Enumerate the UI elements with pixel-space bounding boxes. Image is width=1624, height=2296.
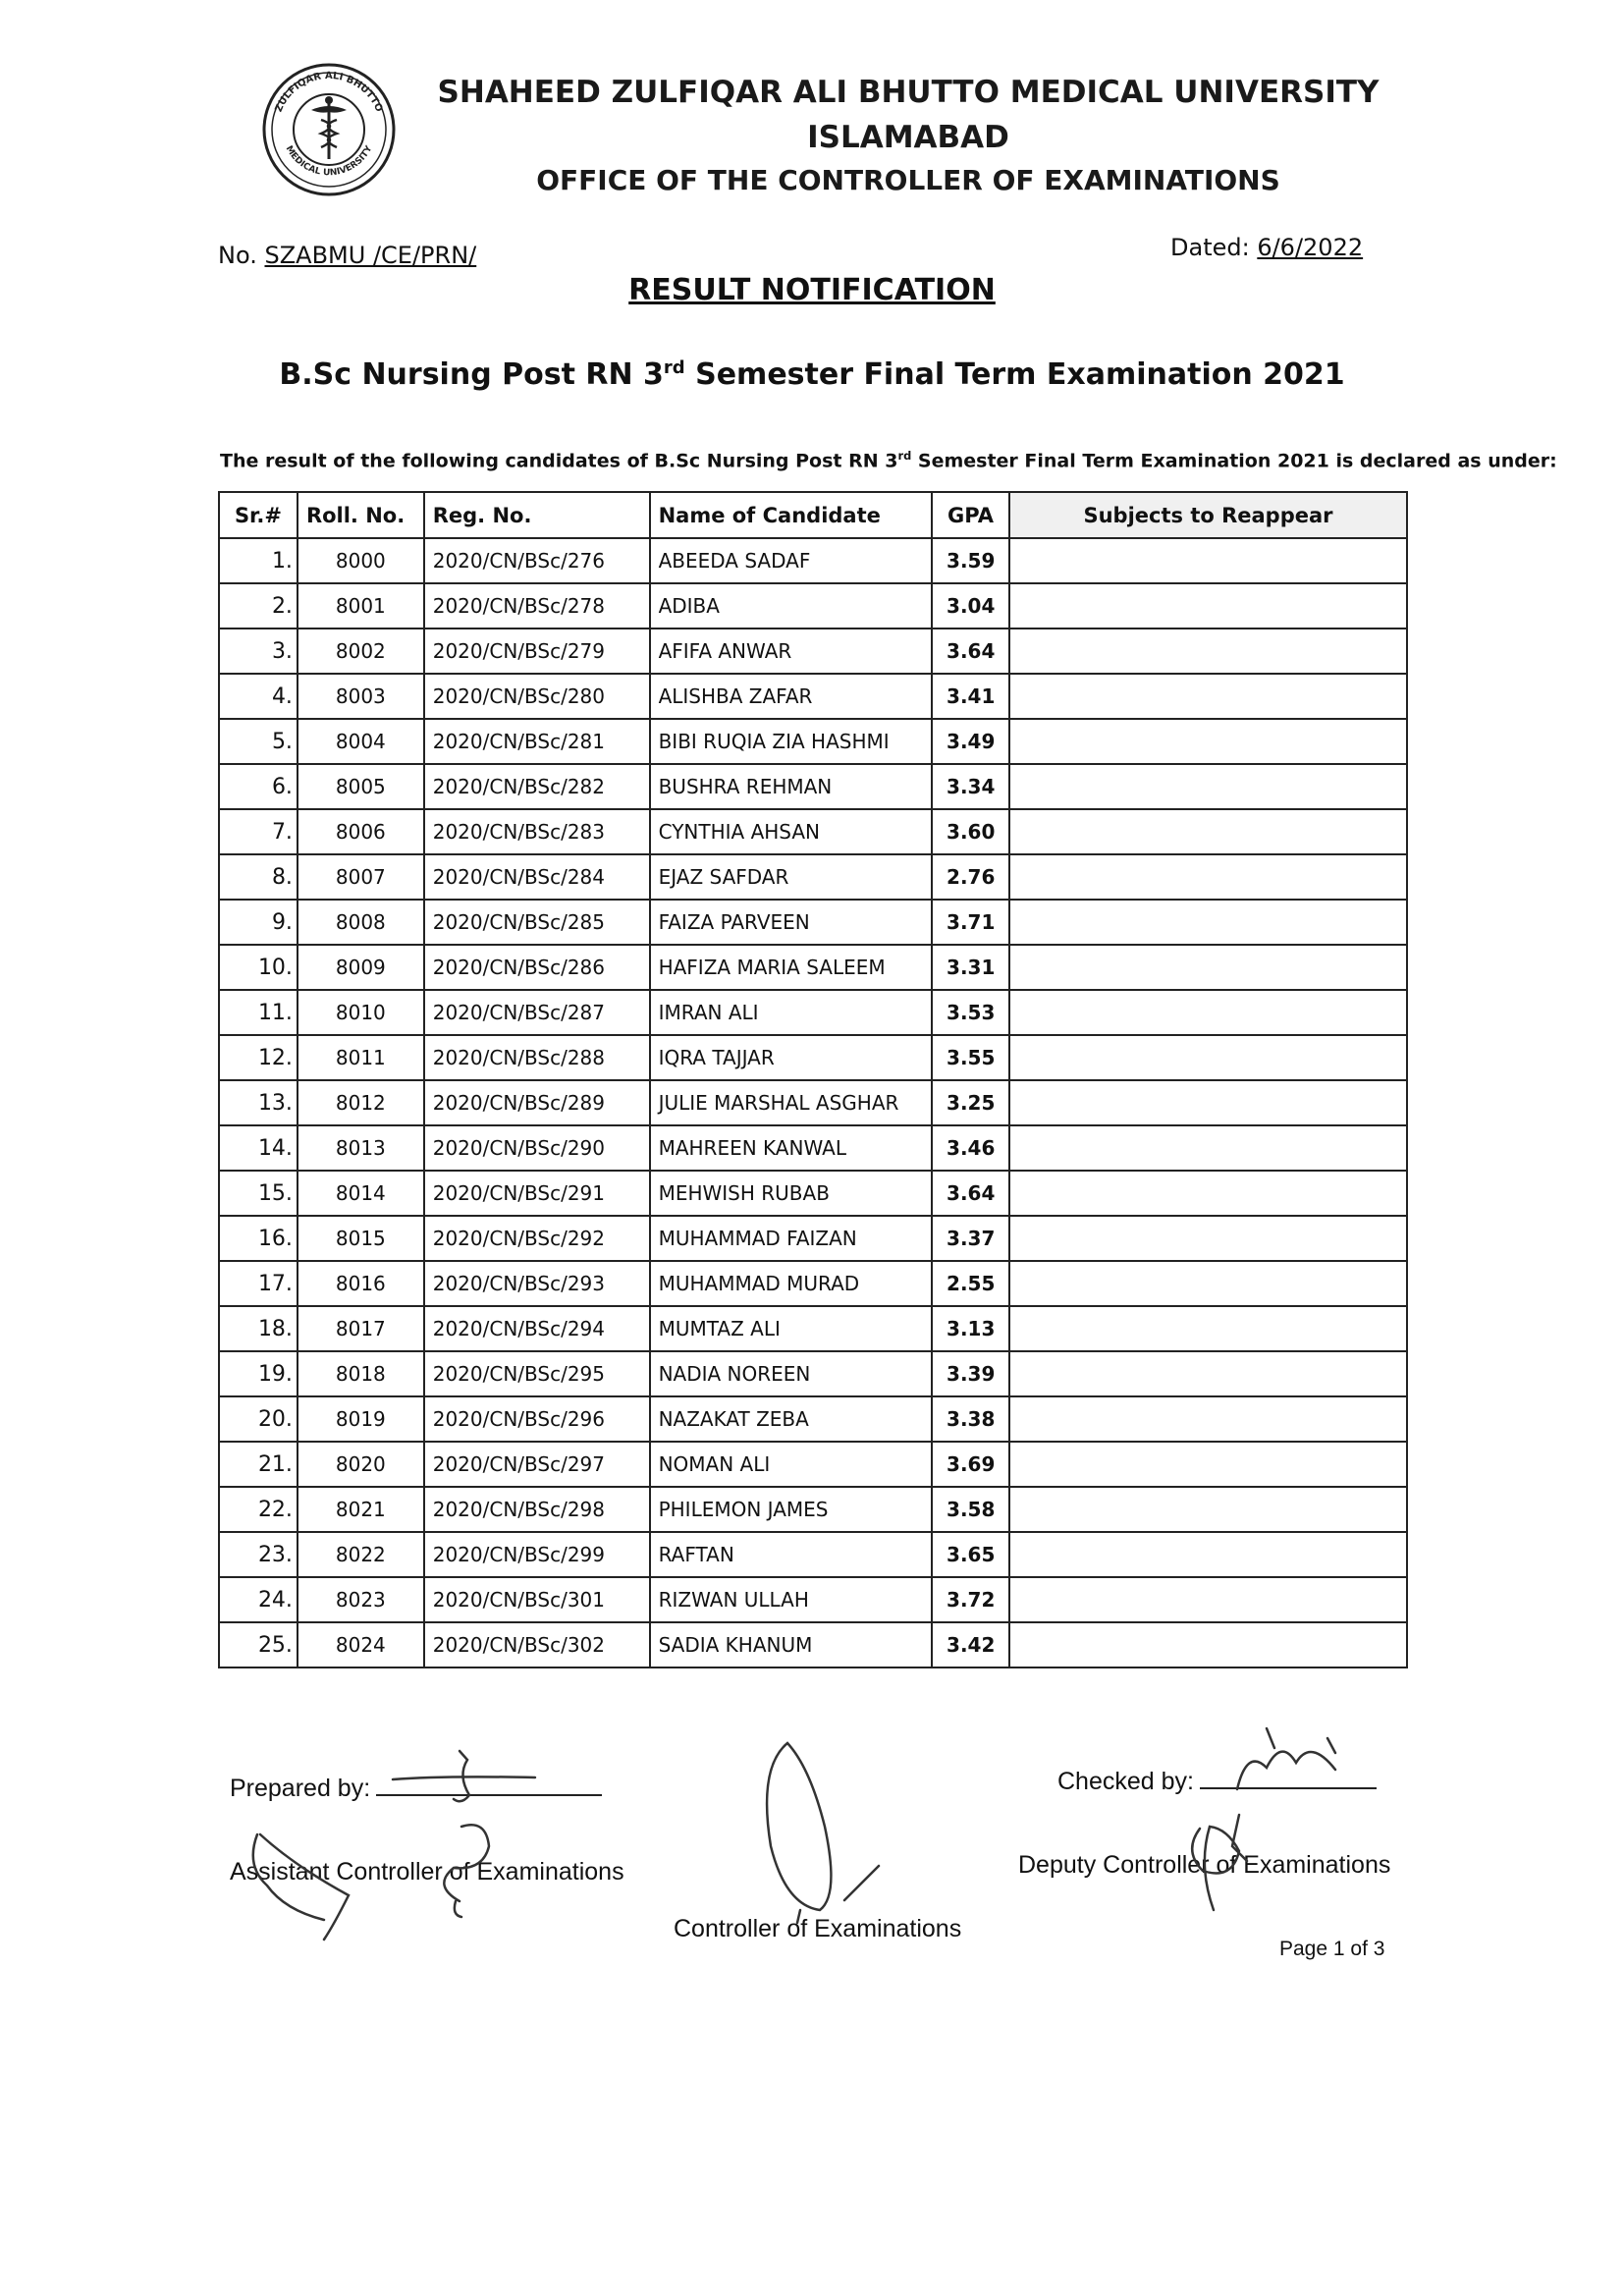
header-gpa: GPA (932, 492, 1009, 538)
table-row (219, 854, 1407, 900)
cell-subjects (1009, 1125, 1407, 1171)
cell-reg: 2020/CN/BSc/284 (424, 854, 650, 900)
cell-reg: 2020/CN/BSc/295 (424, 1351, 650, 1396)
cell-gpa: 3.72 (932, 1577, 1009, 1622)
cell-name: SADIA KHANUM (650, 1622, 932, 1667)
exam-title-pre: B.Sc Nursing Post RN 3 (279, 357, 664, 392)
cell-reg: 2020/CN/BSc/296 (424, 1396, 650, 1442)
cell-name: HAFIZA MARIA SALEEM (650, 945, 932, 990)
cell-reg: 2020/CN/BSc/283 (424, 809, 650, 854)
header-reg: Reg. No. (424, 492, 650, 538)
table-row (219, 1080, 1407, 1125)
cell-subjects (1009, 1171, 1407, 1216)
table-row (219, 1125, 1407, 1171)
date-label: Dated: (1170, 234, 1250, 261)
table-row (219, 945, 1407, 990)
cell-roll: 8016 (298, 1261, 424, 1306)
cell-reg: 2020/CN/BSc/278 (424, 583, 650, 629)
cell-reg: 2020/CN/BSc/279 (424, 629, 650, 674)
table-row (219, 1622, 1407, 1667)
cell-reg: 2020/CN/BSc/291 (424, 1171, 650, 1216)
cell-gpa: 3.13 (932, 1306, 1009, 1351)
cell-reg: 2020/CN/BSc/290 (424, 1125, 650, 1171)
table-row (219, 1216, 1407, 1261)
cell-roll: 8017 (298, 1306, 424, 1351)
cell-gpa: 3.39 (932, 1351, 1009, 1396)
cell-subjects (1009, 1577, 1407, 1622)
cell-gpa: 3.34 (932, 764, 1009, 809)
cell-sr: 14. (219, 1125, 298, 1171)
cell-reg: 2020/CN/BSc/280 (424, 674, 650, 719)
cell-gpa: 2.55 (932, 1261, 1009, 1306)
cell-name: ALISHBA ZAFAR (650, 674, 932, 719)
cell-subjects (1009, 1487, 1407, 1532)
cell-subjects (1009, 809, 1407, 854)
cell-subjects (1009, 629, 1407, 674)
cell-name: NOMAN ALI (650, 1442, 932, 1487)
cell-name: RIZWAN ULLAH (650, 1577, 932, 1622)
table-row (219, 674, 1407, 719)
cell-name: ABEEDA SADAF (650, 538, 932, 583)
cell-reg: 2020/CN/BSc/285 (424, 900, 650, 945)
cell-roll: 8013 (298, 1125, 424, 1171)
table-row (219, 900, 1407, 945)
cell-roll: 8021 (298, 1487, 424, 1532)
cell-roll: 8019 (298, 1396, 424, 1442)
cell-gpa: 3.64 (932, 1171, 1009, 1216)
cell-reg: 2020/CN/BSc/288 (424, 1035, 650, 1080)
controller-title: Controller of Examinations (674, 1915, 962, 1942)
cell-subjects (1009, 764, 1407, 809)
cell-subjects (1009, 945, 1407, 990)
cell-gpa: 3.42 (932, 1622, 1009, 1667)
cell-gpa: 3.49 (932, 719, 1009, 764)
cell-sr: 15. (219, 1171, 298, 1216)
cell-gpa: 2.76 (932, 854, 1009, 900)
cell-reg: 2020/CN/BSc/301 (424, 1577, 650, 1622)
table-body (219, 538, 1407, 1667)
table-header-row (219, 492, 1407, 538)
cell-roll: 8007 (298, 854, 424, 900)
table-row (219, 1351, 1407, 1396)
cell-roll: 8014 (298, 1171, 424, 1216)
cell-sr: 1. (219, 538, 298, 583)
header-roll: Roll. No. (298, 492, 424, 538)
exam-title-sup: rd (663, 357, 685, 378)
cell-name: JULIE MARSHAL ASGHAR (650, 1080, 932, 1125)
cell-name: AFIFA ANWAR (650, 629, 932, 674)
cell-subjects (1009, 1261, 1407, 1306)
cell-sr: 5. (219, 719, 298, 764)
cell-reg: 2020/CN/BSc/282 (424, 764, 650, 809)
reference-value: SZABMU /CE/PRN/ (264, 242, 477, 269)
intro-post: Semester Final Term Examination 2021 is declared as under: (911, 450, 1557, 472)
cell-gpa: 3.55 (932, 1035, 1009, 1080)
result-table (218, 491, 1408, 1668)
cell-sr: 24. (219, 1577, 298, 1622)
cell-gpa: 3.65 (932, 1532, 1009, 1577)
table-row (219, 1577, 1407, 1622)
cell-roll: 8020 (298, 1442, 424, 1487)
cell-roll: 8023 (298, 1577, 424, 1622)
cell-name: MUMTAZ ALI (650, 1306, 932, 1351)
exam-title (0, 357, 1624, 392)
intro-text (220, 449, 1557, 471)
cell-gpa: 3.31 (932, 945, 1009, 990)
cell-sr: 2. (219, 583, 298, 629)
cell-gpa: 3.58 (932, 1487, 1009, 1532)
assistant-controller-title: Assistant Controller of Examinations (230, 1858, 624, 1886)
cell-sr: 22. (219, 1487, 298, 1532)
cell-name: MEHWISH RUBAB (650, 1171, 932, 1216)
table-row (219, 1035, 1407, 1080)
cell-sr: 7. (219, 809, 298, 854)
header-sr: Sr.# (219, 492, 298, 538)
cell-sr: 4. (219, 674, 298, 719)
cell-subjects (1009, 674, 1407, 719)
cell-reg: 2020/CN/BSc/294 (424, 1306, 650, 1351)
cell-subjects (1009, 1622, 1407, 1667)
cell-sr: 16. (219, 1216, 298, 1261)
cell-roll: 8009 (298, 945, 424, 990)
checked-label: Checked by: (1057, 1768, 1194, 1795)
cell-roll: 8015 (298, 1216, 424, 1261)
cell-reg: 2020/CN/BSc/297 (424, 1442, 650, 1487)
cell-name: FAIZA PARVEEN (650, 900, 932, 945)
cell-gpa: 3.69 (932, 1442, 1009, 1487)
svg-text:ZULFIQAR ALI BHUTTO: ZULFIQAR ALI BHUTTO (273, 70, 385, 114)
cell-gpa: 3.46 (932, 1125, 1009, 1171)
cell-gpa: 3.38 (932, 1396, 1009, 1442)
cell-subjects (1009, 1216, 1407, 1261)
table-row (219, 538, 1407, 583)
reference-label: No. (218, 242, 257, 269)
cell-sr: 13. (219, 1080, 298, 1125)
checked-signature-line (1200, 1787, 1377, 1789)
table-row (219, 990, 1407, 1035)
cell-reg: 2020/CN/BSc/287 (424, 990, 650, 1035)
cell-roll: 8010 (298, 990, 424, 1035)
cell-name: IMRAN ALI (650, 990, 932, 1035)
cell-sr: 19. (219, 1351, 298, 1396)
cell-subjects (1009, 719, 1407, 764)
table-row (219, 629, 1407, 674)
cell-name: ADIBA (650, 583, 932, 629)
exam-title-post: Semester Final Term Examination 2021 (684, 357, 1345, 392)
cell-roll: 8018 (298, 1351, 424, 1396)
cell-sr: 23. (219, 1532, 298, 1577)
cell-name: NADIA NOREEN (650, 1351, 932, 1396)
cell-subjects (1009, 583, 1407, 629)
cell-name: IQRA TAJJAR (650, 1035, 932, 1080)
cell-subjects (1009, 854, 1407, 900)
svg-text:MEDICAL UNIVERSITY: MEDICAL UNIVERSITY (283, 143, 375, 179)
cell-reg: 2020/CN/BSc/299 (424, 1532, 650, 1577)
date-value: 6/6/2022 (1257, 234, 1364, 261)
cell-name: BIBI RUQIA ZIA HASHMI (650, 719, 932, 764)
cell-sr: 17. (219, 1261, 298, 1306)
cell-gpa: 3.60 (932, 809, 1009, 854)
intro-pre: The result of the following candidates of B.Sc Nursing Post RN 3 (220, 450, 898, 472)
deputy-controller-title: Deputy Controller of Examinations (1018, 1851, 1391, 1879)
cell-roll: 8005 (298, 764, 424, 809)
cell-subjects (1009, 538, 1407, 583)
table-row (219, 1396, 1407, 1442)
cell-subjects (1009, 1306, 1407, 1351)
cell-gpa: 3.59 (932, 538, 1009, 583)
cell-roll: 8004 (298, 719, 424, 764)
reference-number (218, 242, 476, 269)
table-row (219, 1171, 1407, 1216)
cell-sr: 6. (219, 764, 298, 809)
cell-reg: 2020/CN/BSc/289 (424, 1080, 650, 1125)
prepared-signature-line (376, 1794, 602, 1796)
prepared-by (230, 1775, 602, 1803)
cell-sr: 21. (219, 1442, 298, 1487)
cell-gpa: 3.41 (932, 674, 1009, 719)
cell-reg: 2020/CN/BSc/293 (424, 1261, 650, 1306)
cell-gpa: 3.71 (932, 900, 1009, 945)
cell-name: CYNTHIA AHSAN (650, 809, 932, 854)
cell-sr: 25. (219, 1622, 298, 1667)
page-number: Page 1 of 3 (1279, 1938, 1385, 1960)
cell-roll: 8000 (298, 538, 424, 583)
cell-roll: 8008 (298, 900, 424, 945)
cell-subjects (1009, 1035, 1407, 1080)
cell-roll: 8006 (298, 809, 424, 854)
cell-reg: 2020/CN/BSc/276 (424, 538, 650, 583)
header-subjects: Subjects to Reappear (1009, 492, 1407, 538)
cell-roll: 8003 (298, 674, 424, 719)
table-row (219, 1442, 1407, 1487)
table-row (219, 583, 1407, 629)
cell-name: PHILEMON JAMES (650, 1487, 932, 1532)
cell-name: RAFTAN (650, 1532, 932, 1577)
cell-name: MAHREEN KANWAL (650, 1125, 932, 1171)
table-row (219, 1487, 1407, 1532)
cell-roll: 8001 (298, 583, 424, 629)
university-city: ISLAMABAD (807, 120, 1009, 155)
cell-subjects (1009, 990, 1407, 1035)
table-row (219, 1532, 1407, 1577)
cell-sr: 18. (219, 1306, 298, 1351)
checked-by (1057, 1768, 1377, 1796)
cell-sr: 12. (219, 1035, 298, 1080)
table-row (219, 1306, 1407, 1351)
cell-sr: 9. (219, 900, 298, 945)
header-name: Name of Candidate (650, 492, 932, 538)
cell-subjects (1009, 1396, 1407, 1442)
cell-gpa: 3.53 (932, 990, 1009, 1035)
cell-name: NAZAKAT ZEBA (650, 1396, 932, 1442)
cell-sr: 10. (219, 945, 298, 990)
cell-roll: 8002 (298, 629, 424, 674)
cell-gpa: 3.04 (932, 583, 1009, 629)
cell-roll: 8024 (298, 1622, 424, 1667)
cell-name: EJAZ SAFDAR (650, 854, 932, 900)
table-row (219, 809, 1407, 854)
cell-roll: 8012 (298, 1080, 424, 1125)
cell-name: MUHAMMAD MURAD (650, 1261, 932, 1306)
cell-reg: 2020/CN/BSc/286 (424, 945, 650, 990)
date-block (1170, 234, 1363, 261)
table-row (219, 764, 1407, 809)
cell-sr: 3. (219, 629, 298, 674)
cell-subjects (1009, 1351, 1407, 1396)
cell-gpa: 3.64 (932, 629, 1009, 674)
cell-subjects (1009, 1532, 1407, 1577)
cell-roll: 8011 (298, 1035, 424, 1080)
cell-name: BUSHRA REHMAN (650, 764, 932, 809)
cell-gpa: 3.25 (932, 1080, 1009, 1125)
table-row (219, 1261, 1407, 1306)
table-row (219, 719, 1407, 764)
prepared-label: Prepared by: (230, 1775, 371, 1802)
cell-reg: 2020/CN/BSc/302 (424, 1622, 650, 1667)
cell-subjects (1009, 900, 1407, 945)
notification-title: RESULT NOTIFICATION (628, 273, 996, 307)
cell-gpa: 3.37 (932, 1216, 1009, 1261)
cell-roll: 8022 (298, 1532, 424, 1577)
intro-sup: rd (897, 449, 912, 463)
cell-subjects (1009, 1442, 1407, 1487)
office-name: OFFICE OF THE CONTROLLER OF EXAMINATIONS (536, 164, 1280, 196)
cell-sr: 11. (219, 990, 298, 1035)
cell-sr: 8. (219, 854, 298, 900)
cell-reg: 2020/CN/BSc/281 (424, 719, 650, 764)
cell-name: MUHAMMAD FAIZAN (650, 1216, 932, 1261)
cell-reg: 2020/CN/BSc/292 (424, 1216, 650, 1261)
cell-reg: 2020/CN/BSc/298 (424, 1487, 650, 1532)
university-name: SHAHEED ZULFIQAR ALI BHUTTO MEDICAL UNIVERSITY (437, 75, 1380, 110)
cell-sr: 20. (219, 1396, 298, 1442)
cell-subjects (1009, 1080, 1407, 1125)
